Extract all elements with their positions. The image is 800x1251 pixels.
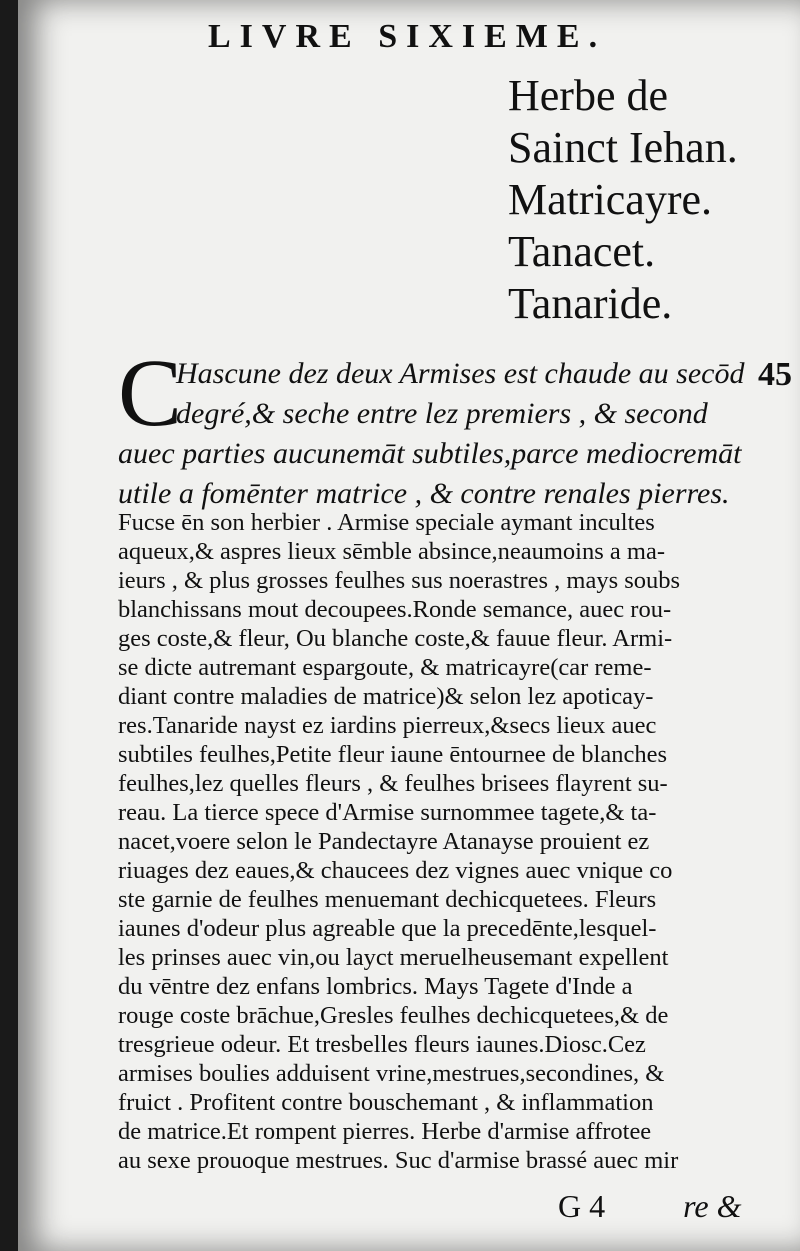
text-line: rouge coste brāchue,Gresles feulhes dechicquetees,& de — [118, 1002, 669, 1029]
text-line: nacet,voere selon le Pandectayre Atanayse prouient ez — [118, 828, 650, 855]
drop-cap: C — [118, 339, 183, 446]
folio-number: 45 — [758, 356, 792, 393]
text-line: ieurs , & plus grosses feulhes sus noerastres , mays soubs — [118, 567, 681, 594]
signature-mark: G 4 — [558, 1188, 606, 1224]
text-line: aqueux,& aspres lieux sēmble absince,neaumoins a ma- — [118, 538, 665, 565]
text-line: res.Tanaride nayst ez iardins pierreux,&secs lieux auec — [118, 712, 657, 739]
text-line: subtiles feulhes,Petite fleur iaune ēntournee de blanches — [118, 741, 668, 768]
book-page — [18, 0, 800, 1251]
margin-title: Matricayre. — [508, 175, 712, 224]
text-line: feulhes,lez quelles fleurs , & feulhes brisees flayrent su- — [118, 770, 668, 797]
text-line: riuages dez eaues,& chaucees dez vignes auec vnique co — [118, 857, 673, 884]
text-line: auec parties aucunemāt subtiles,parce mediocremāt — [118, 437, 742, 470]
text-line: ges coste,& fleur, Ou blanche coste,& fauue fleur. Armi- — [118, 625, 673, 652]
text-line: Fucse ēn son herbier . Armise speciale aymant incultes — [118, 509, 655, 536]
margin-titles — [508, 70, 798, 330]
text-line: se dicte autremant espargoute, & matricayre(car reme- — [118, 654, 652, 681]
text-line: iaunes d'odeur plus agreable que la precedēnte,lesquel- — [118, 915, 657, 942]
text-line: les prinses auec vin,ou layct meruelheusemant expellent — [118, 944, 669, 971]
margin-title: Herbe de — [508, 71, 669, 120]
text-line: fruict . Profitent contre bouschemant , & inflammation — [118, 1089, 654, 1116]
intro-paragraph — [118, 354, 763, 514]
text-line: de matrice.Et rompent pierres. Herbe d'armise affrotee — [118, 1118, 652, 1145]
text-line: armises boulies adduisent vrine,mestrues,secondines, & — [118, 1060, 665, 1087]
margin-title: Tanaride. — [508, 279, 673, 328]
text-line: du vēntre dez enfans lombrics. Mays Tagete d'Inde a — [118, 973, 633, 1000]
text-line: diant contre maladies de matrice)& selon lez apoticay- — [118, 683, 654, 710]
text-line: degré,& seche entre lez premiers , & second — [176, 397, 708, 430]
text-line: ste garnie de feulhes menuemant dechicquetees. Fleurs — [118, 886, 657, 913]
margin-title: Sainct Iehan. — [508, 123, 738, 172]
text-line: blanchissans mout decoupees.Ronde semance, auec rou- — [118, 596, 672, 623]
text-line: Hascune dez deux Armises est chaude au secōd — [176, 357, 745, 390]
text-line: au sexe prouoque mestrues. Suc d'armise brassé auec mir — [118, 1147, 679, 1174]
text-line: tresgrieue odeur. Et tresbelles fleurs iaunes.Diosc.Cez — [118, 1031, 646, 1058]
text-line: reau. La tierce spece d'Armise surnommee tagete,& ta- — [118, 799, 657, 826]
text-line: utile a fomēnter matrice , & contre renales pierres. — [118, 477, 730, 510]
margin-title: Tanacet. — [508, 227, 656, 276]
page-footer — [558, 1188, 798, 1225]
running-title: LIVRE SIXIEME. — [208, 18, 607, 55]
catchword: re & — [683, 1188, 742, 1224]
body-paragraph — [118, 508, 768, 1175]
